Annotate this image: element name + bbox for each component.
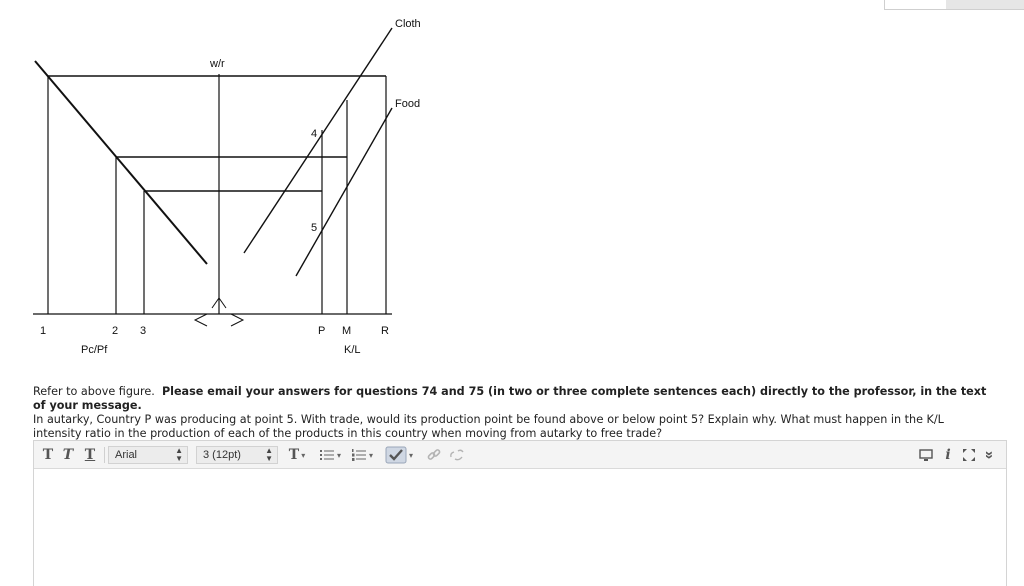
info-button[interactable] — [940, 445, 956, 465]
top-right-panel — [884, 0, 1024, 10]
text-color-icon: T — [288, 447, 300, 463]
link-icon — [427, 448, 441, 462]
question-text — [33, 385, 993, 441]
font-size-value: 3 (12pt) — [203, 449, 241, 461]
fullscreen-icon — [962, 448, 976, 462]
label-x-3: 3 — [140, 325, 147, 337]
font-size-select[interactable] — [196, 446, 278, 464]
spellcheck-button[interactable]: ▾ — [382, 445, 416, 465]
arrow-left-icon — [195, 314, 207, 326]
select-arrows-icon: ▲ ▼ — [265, 446, 273, 463]
italic-button[interactable]: T — [62, 447, 74, 463]
editor-toolbar — [34, 441, 1006, 469]
label-x-p: P — [318, 325, 326, 337]
preview-icon — [919, 448, 933, 462]
unlink-button[interactable] — [446, 445, 468, 465]
economics-figure — [0, 0, 440, 370]
arrow-right-icon — [231, 314, 243, 326]
question-intro: Refer to above figure. — [33, 385, 155, 398]
numbered-list-button[interactable]: ▾ — [348, 445, 376, 465]
rich-text-editor — [33, 440, 1007, 586]
label-x-2: 2 — [112, 325, 119, 337]
link-button[interactable] — [424, 445, 444, 465]
spellcheck-icon — [385, 446, 407, 464]
top-right-fill — [946, 0, 1024, 9]
fullscreen-button[interactable] — [960, 445, 978, 465]
label-x-1: 1 — [40, 325, 47, 337]
label-pc-pf: Pc/Pf — [81, 344, 108, 356]
font-family-select[interactable] — [108, 446, 188, 464]
cloth-line — [244, 28, 392, 253]
label-point-5: 5 — [311, 222, 318, 234]
question-body: In autarky, Country P was producing at point 5. With trade, would its production point be found above or below point 5? Explain why. What must happen in the K/L intensity ratio in the production of each of the products in this country when moving from autarky to free trade? — [33, 413, 944, 440]
select-arrows-icon: ▲ ▼ — [175, 446, 183, 463]
bulleted-list-icon — [319, 448, 335, 462]
info-icon: i — [945, 447, 951, 463]
label-x-m: M — [342, 325, 352, 337]
label-food: Food — [395, 98, 421, 110]
text-color-button[interactable]: T ▾ — [288, 447, 306, 463]
label-x-r: R — [381, 325, 389, 337]
bulleted-list-button[interactable]: ▾ — [316, 445, 344, 465]
toolbar-separator — [104, 447, 105, 463]
editor-text-area[interactable] — [34, 469, 1006, 586]
label-k-l: K/L — [344, 344, 361, 356]
numbered-list-icon — [351, 448, 367, 462]
bold-button[interactable]: T — [42, 447, 54, 463]
left-curve — [35, 61, 207, 264]
preview-button[interactable] — [916, 445, 936, 465]
collapse-toolbar-button[interactable] — [980, 447, 1000, 463]
font-family-value: Arial — [115, 449, 138, 461]
collapse-icon: » — [981, 450, 999, 460]
underline-button[interactable]: T — [84, 447, 96, 463]
label-wr: w/r — [210, 58, 225, 70]
question-instructions: Please email your answers for questions 74 and 75 (in two or three complete sentences each) directly to the professor, in the text of your message. — [33, 385, 987, 412]
label-cloth: Cloth — [395, 18, 421, 30]
unlink-icon — [449, 448, 465, 462]
label-point-4: 4 — [311, 128, 318, 140]
